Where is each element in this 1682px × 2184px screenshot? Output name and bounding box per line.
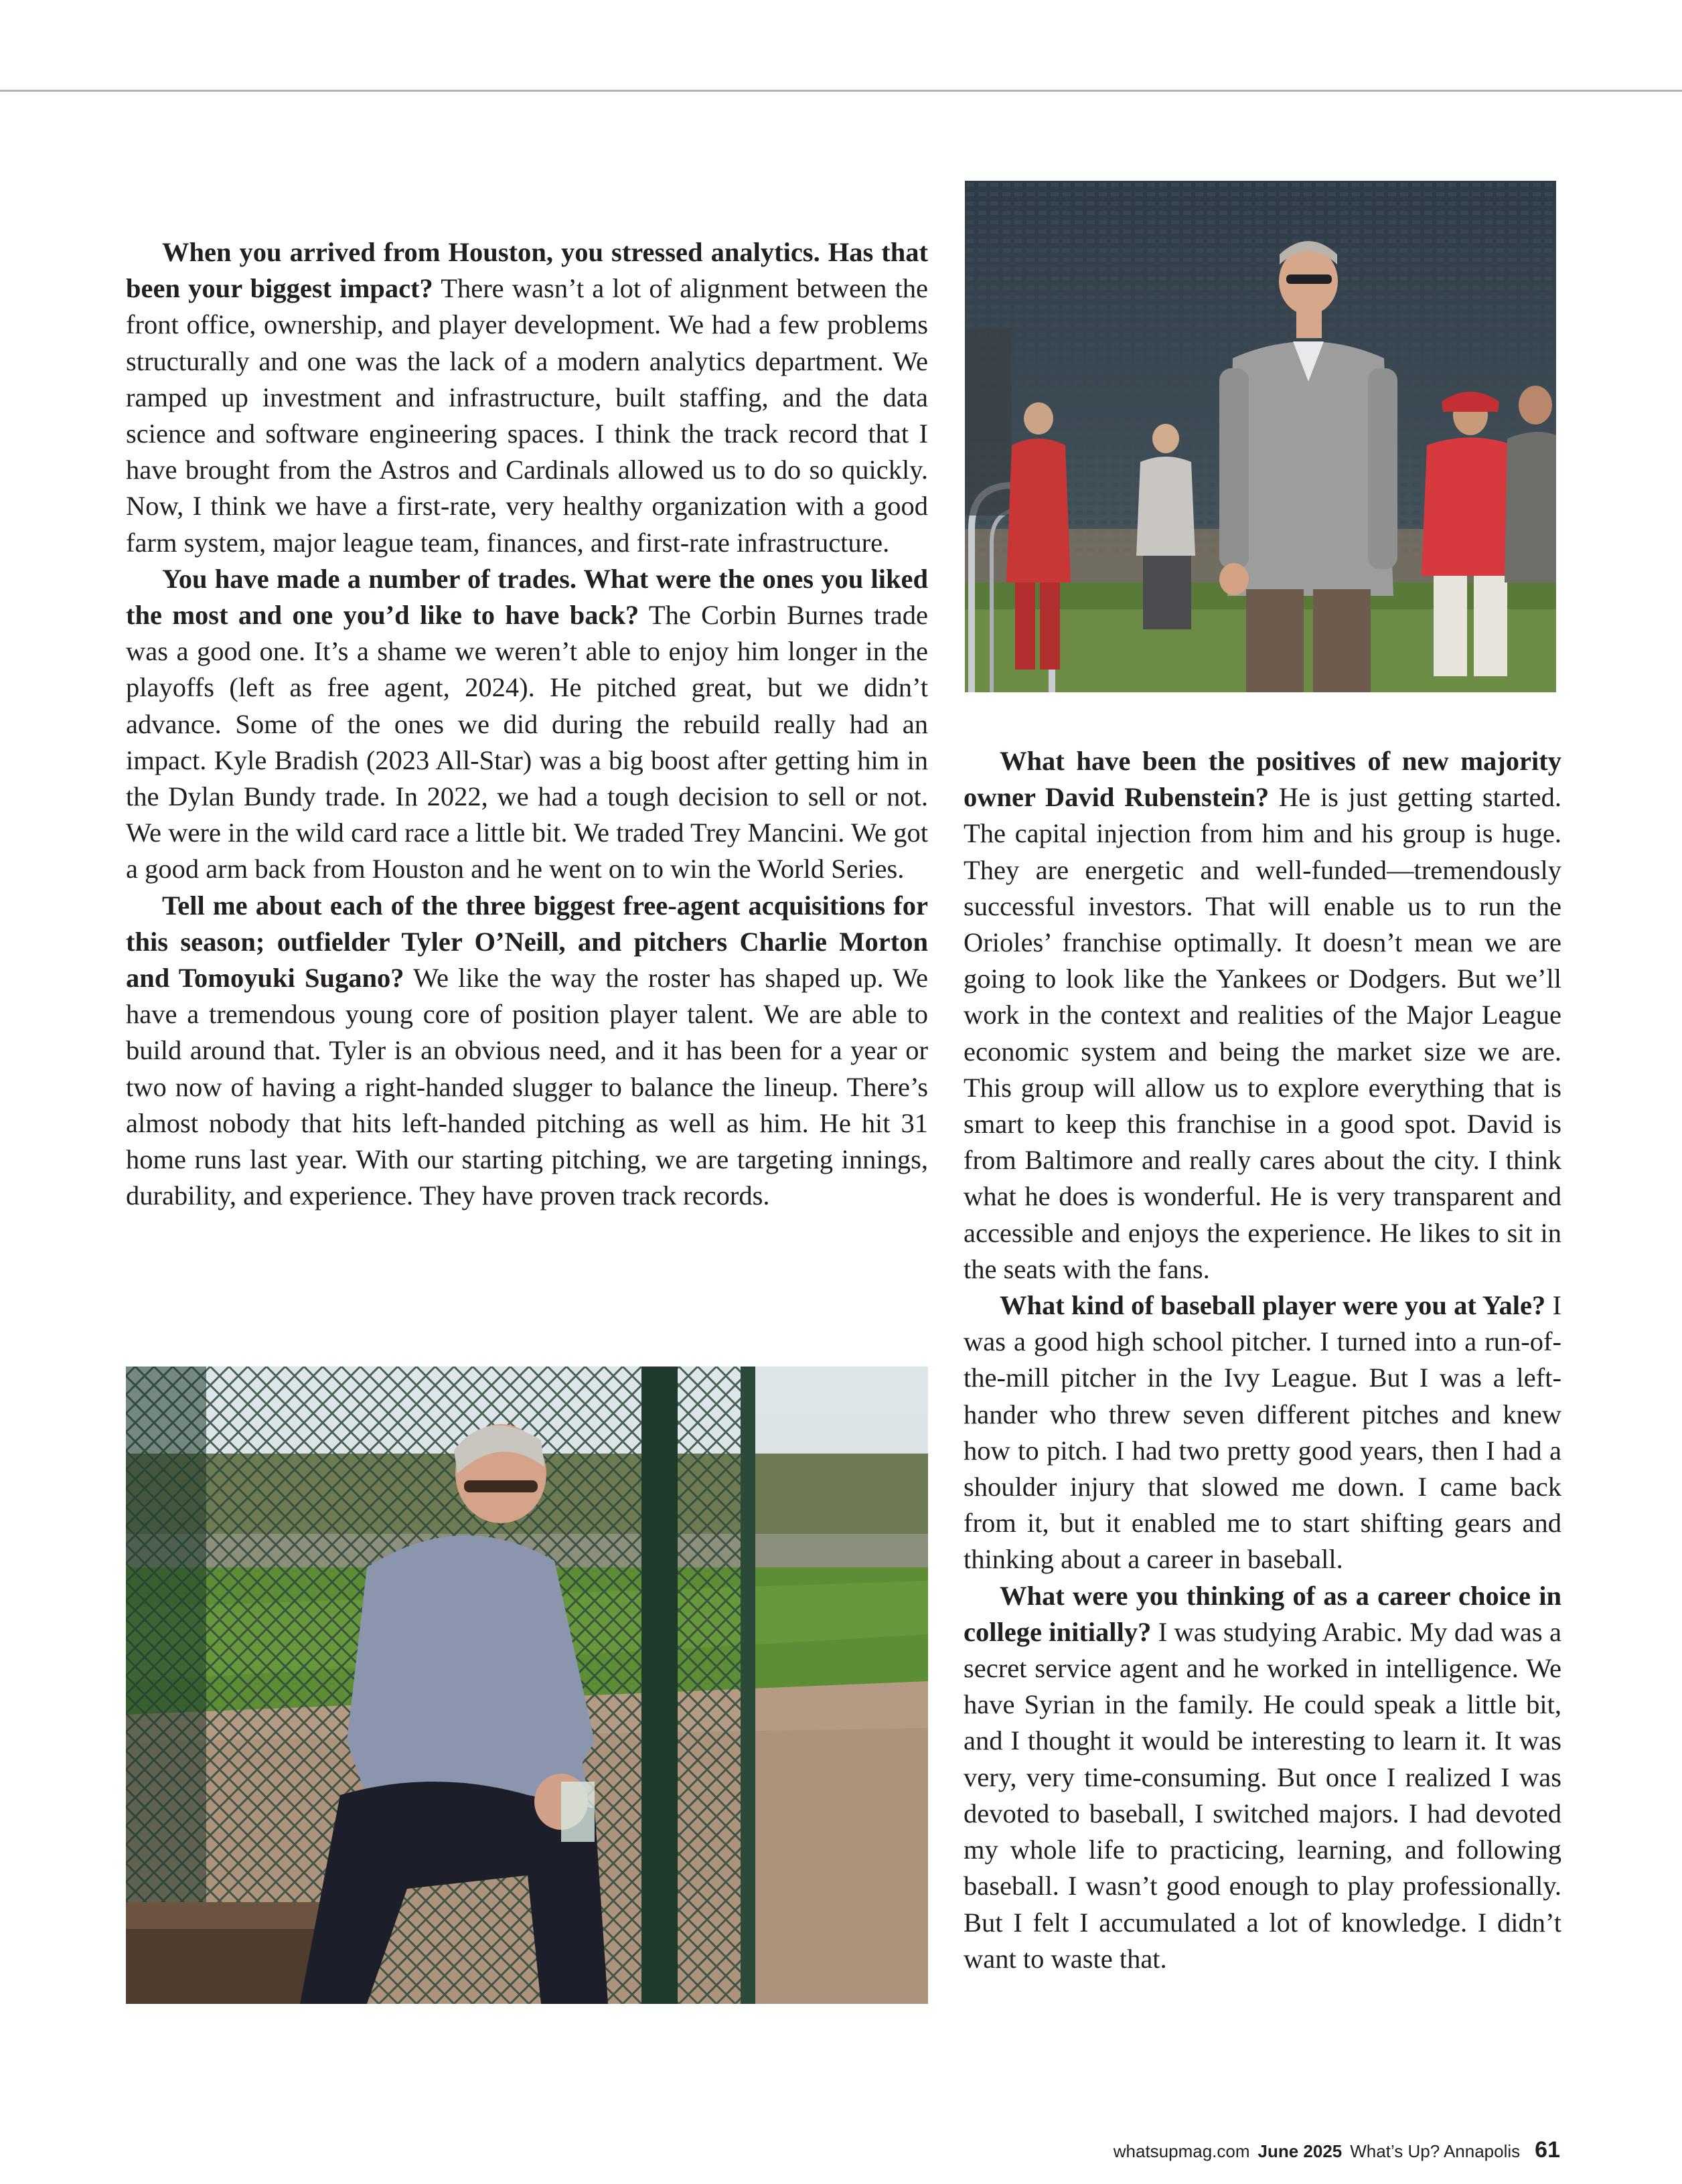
- footer-magazine: What’s Up? Annapolis: [1350, 2141, 1521, 2161]
- page-number: 61: [1535, 2137, 1560, 2163]
- question-text: Tell me about each of the three biggest free-agent acquisitions for this season; outfielder Tyler O’Neill, and pitchers Charlie Morton and Tomoyuki Sugano?: [126, 890, 928, 994]
- footer-issue: June 2025: [1257, 2141, 1343, 2161]
- answer-text: We like the way the roster has shaped up. We have a tremendous young core of position player talent. We are able to build around that. Tyler is an obvious need, and it has been for a year or two now of having a right-handed slugger to balance the lineup. There’s almost nobody that hits left-handed pitching as well as him. He hit 31 home runs last year. With our starting pitching, we are targeting innings, durability, and experience. They have proven track records.: [126, 963, 928, 1211]
- answer-text: I was a good high school pitcher. I turned into a run-of-the-mill pitcher in the Ivy League. But I was a left-hander who threw seven different pitches and knew how to pitch. I had two pretty good years, then I had a shoulder injury that slowed me down. I came back from it, but it enabled me to start shifting gears and thinking about a career in baseball.: [964, 1290, 1562, 1575]
- answer-text: There wasn’t a lot of alignment between the front office, ownership, and player development. We had a few problems structurally and one was the lack of a modern analytics department. We ramped up investment and infrastructure, built staffing, and the data science and software engineering spaces. I think the track record that I have brought from the Astros and Cardinals allowed us to do so quickly. Now, I think we have a first-rate, very healthy organization with a good farm system, major league team, finances, and first-rate infrastructure.: [126, 273, 928, 558]
- photo-stadium-executive: [965, 181, 1556, 692]
- qa-paragraph: [126, 561, 928, 888]
- question-text: When you arrived from Houston, you stressed analytics. Has that been your biggest impact?: [126, 237, 928, 304]
- qa-paragraph: [964, 1578, 1561, 1977]
- qa-paragraph: [126, 888, 928, 1215]
- question-text: What kind of baseball player were you at Yale?: [1000, 1290, 1546, 1321]
- top-rule: [0, 90, 1682, 92]
- right-column: [964, 743, 1561, 1977]
- question-text: You have made a number of trades. What were the ones you liked the most and one you’d like to have back?: [126, 563, 928, 631]
- answer-text: He is just getting started. The capital injection from him and his group is huge. They are energetic and well-funded—tremendously successful investors. That will enable us to run the Orioles’ franchise optimally. It doesn’t mean we are going to look like the Yankees or Dodgers. But we’ll work in the context and realities of the Major League economic system and being the market size we are. This group will allow us to explore everything that is smart to keep this franchise in a good spot. David is from Baltimore and really cares about the city. I think what he does is wonderful. He is very transparent and accessible and enjoys the experience. He likes to sit in the seats with the fans.: [964, 782, 1561, 1284]
- answer-text: The Corbin Burnes trade was a good one. It’s a shame we weren’t able to enjoy him longer in the playoffs (left as free agent, 2024). He pitched great, but we didn’t advance. Some of the ones we did during the rebuild really had an impact. Kyle Bradish (2023 All-Star) was a big boost after getting him in the Dylan Bundy trade. In 2022, we had a tough decision to sell or not. We were in the wild card race a little bit. We traded Trey Mancini. We got a good arm back from Houston and he went on to win the World Series.: [126, 600, 928, 884]
- answer-text: I was studying Arabic. My dad was a secret service agent and he worked in intelligence. We have Syrian in the family. He could speak a little bit, and I thought it would be interesting to learn it. It was very, very time-consuming. But once I realized I was devoted to baseball, I switched majors. I had devoted my whole life to practicing, learning, and following baseball. I wasn’t good enough to play professionally. But I felt I accumulated a lot of knowledge. I didn’t want to waste that.: [964, 1616, 1562, 1974]
- left-column: [126, 234, 928, 1214]
- qa-paragraph: [126, 234, 928, 561]
- qa-paragraph: [964, 743, 1561, 1288]
- page-footer: [870, 2137, 1560, 2163]
- question-text: What were you thinking of as a career choice in college initially?: [964, 1580, 1561, 1647]
- question-text: What have been the positives of new majority owner David Rubenstein?: [964, 746, 1561, 813]
- footer-site: whatsupmag.com: [1113, 2141, 1250, 2161]
- qa-paragraph: [964, 1288, 1561, 1578]
- photo-fence-executive: [126, 1367, 928, 2004]
